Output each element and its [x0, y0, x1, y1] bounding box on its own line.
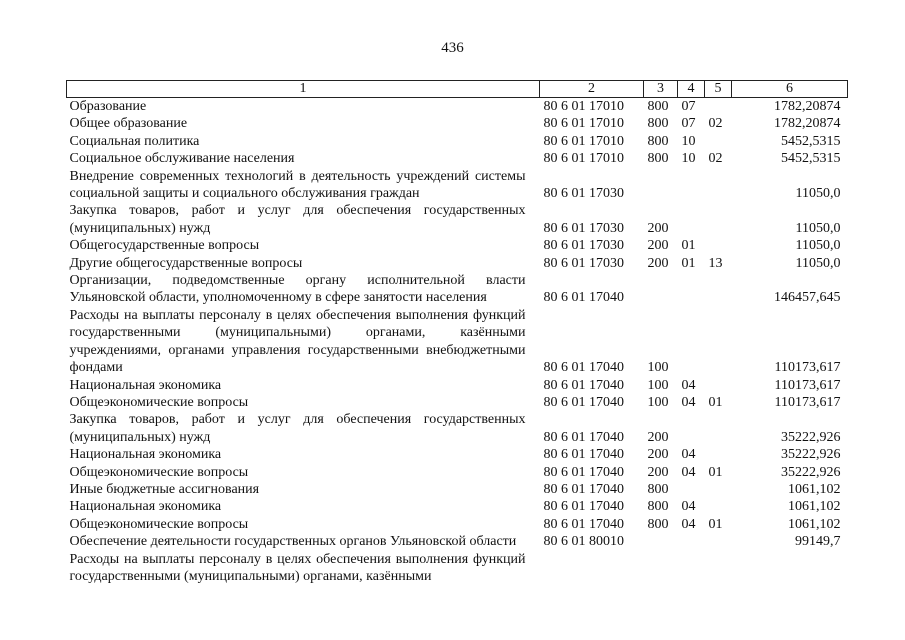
row-amount: 1061,102 — [788, 499, 841, 515]
row-target-code: 80 6 01 17030 — [543, 255, 624, 271]
header-col-4: 4 — [678, 81, 705, 98]
row-name: Закупка товаров, работ и услуг для обеспечения государственных (муниципальных) нужд — [69, 412, 526, 445]
header-col-2: 2 — [540, 81, 644, 98]
row-amount: 1782,20874 — [774, 99, 841, 114]
row-amount: 35222,926 — [781, 429, 841, 445]
row-section — [678, 481, 705, 498]
row-name: Общеэкономические вопросы — [69, 516, 249, 532]
table-row — [67, 98, 848, 116]
row-target-code: 80 6 01 17040 — [543, 290, 624, 306]
row-amount: 11050,0 — [795, 255, 841, 271]
row-amount: 99149,7 — [795, 534, 841, 550]
row-section: 07 — [681, 99, 696, 114]
row-expense-type: 800 — [647, 499, 669, 515]
table-row — [67, 516, 848, 533]
row-amount: 5452,5315 — [781, 133, 841, 149]
row-name: Организации, подведомственные органу исполнительной власти Ульяновской области, уполномоченному в сфере занятости населения — [69, 273, 526, 306]
row-target-code: 80 6 01 17040 — [543, 394, 624, 410]
table-row — [67, 307, 848, 377]
row-amount: 146457,645 — [774, 290, 841, 306]
row-subsection — [705, 551, 732, 586]
row-expense-type: 800 — [647, 481, 669, 497]
row-amount: 11050,0 — [795, 186, 841, 202]
row-target-code: 80 6 01 17010 — [543, 151, 624, 167]
table-row — [67, 377, 848, 394]
row-target-code: 80 6 01 17030 — [543, 238, 624, 254]
table-row — [67, 481, 848, 498]
row-section: 04 — [681, 394, 696, 410]
row-amount: 110173,617 — [774, 394, 841, 410]
table-row — [67, 498, 848, 515]
page-number: 436 — [441, 40, 464, 56]
row-target-code: 80 6 01 17010 — [543, 133, 624, 149]
row-subsection — [705, 446, 732, 463]
row-amount: 5452,5315 — [781, 151, 841, 167]
row-target-code: 80 6 01 17010 — [543, 99, 624, 114]
row-section: 04 — [681, 377, 696, 393]
row-subsection — [705, 307, 732, 377]
row-amount: 110173,617 — [774, 377, 841, 393]
row-target-code: 80 6 01 17040 — [543, 516, 624, 532]
table-body — [67, 98, 848, 586]
row-subsection — [705, 133, 732, 150]
table-row — [67, 411, 848, 446]
table-row — [67, 551, 848, 586]
table-row — [67, 272, 848, 307]
row-name: Расходы на выплаты персоналу в целях обеспечения выполнения функций государственными (муниципальными) органами, казёнными учреждениями, органами управления государственными внебюджетными фондами — [69, 307, 526, 376]
row-amount: 35222,926 — [781, 464, 841, 480]
row-subsection — [705, 533, 732, 550]
row-name: Национальная экономика — [69, 447, 222, 463]
row-target-code: 80 6 01 17030 — [543, 186, 624, 202]
row-amount: 11050,0 — [795, 238, 841, 254]
row-expense-type: 200 — [647, 238, 669, 254]
table-row — [67, 255, 848, 272]
table-header — [67, 81, 848, 98]
row-subsection — [705, 498, 732, 515]
row-target-code: 80 6 01 17030 — [543, 220, 624, 236]
row-expense-type: 800 — [647, 99, 669, 114]
row-section: 04 — [681, 499, 696, 515]
row-name: Социальная политика — [69, 133, 200, 149]
row-expense-type: 800 — [647, 516, 669, 532]
row-amount: 11050,0 — [795, 220, 841, 236]
row-subsection: 01 — [708, 516, 723, 532]
row-subsection — [705, 481, 732, 498]
row-expense-type: 200 — [647, 447, 669, 463]
row-subsection: 01 — [708, 464, 723, 480]
row-target-code — [540, 551, 644, 586]
row-name: Другие общегосударственные вопросы — [69, 255, 303, 271]
table-row — [67, 394, 848, 411]
table-row — [67, 115, 848, 132]
row-name: Закупка товаров, работ и услуг для обеспечения государственных (муниципальных) нужд — [69, 203, 526, 236]
row-section — [678, 307, 705, 377]
row-expense-type: 100 — [647, 360, 669, 376]
table-row — [67, 533, 848, 550]
row-section: 04 — [681, 464, 696, 480]
row-amount: 110173,617 — [774, 360, 841, 376]
row-target-code: 80 6 01 17040 — [543, 377, 624, 393]
row-expense-type: 200 — [647, 464, 669, 480]
row-subsection — [705, 98, 732, 116]
header-col-5: 5 — [705, 81, 732, 98]
row-subsection — [705, 272, 732, 307]
row-section — [678, 533, 705, 550]
row-name: Социальное обслуживание населения — [69, 151, 295, 167]
row-name: Образование — [69, 99, 147, 114]
row-target-code: 80 6 01 80010 — [543, 534, 624, 550]
row-subsection — [705, 202, 732, 237]
row-subsection — [705, 411, 732, 446]
row-section: 04 — [681, 516, 696, 532]
row-subsection: 02 — [708, 151, 723, 167]
row-subsection: 01 — [708, 394, 723, 410]
row-expense-type — [644, 272, 678, 307]
row-amount: 1782,20874 — [774, 116, 841, 132]
table-row — [67, 446, 848, 463]
row-name: Национальная экономика — [69, 377, 222, 393]
row-section — [678, 272, 705, 307]
row-section: 07 — [681, 116, 696, 132]
table-row — [67, 133, 848, 150]
row-subsection — [705, 237, 732, 254]
budget-table — [66, 80, 848, 585]
row-section: 10 — [681, 133, 696, 149]
row-section — [678, 551, 705, 586]
row-expense-type: 800 — [647, 133, 669, 149]
row-subsection: 13 — [708, 255, 723, 271]
row-name: Иные бюджетные ассигнования — [69, 481, 260, 497]
row-expense-type: 200 — [647, 429, 669, 445]
row-section: 10 — [681, 151, 696, 167]
row-target-code: 80 6 01 17040 — [543, 464, 624, 480]
header-col-3: 3 — [644, 81, 678, 98]
row-subsection — [705, 377, 732, 394]
header-col-1: 1 — [67, 81, 540, 98]
table-row — [67, 150, 848, 167]
row-name: Общеэкономические вопросы — [69, 394, 249, 410]
row-target-code: 80 6 01 17040 — [543, 447, 624, 463]
row-expense-type — [644, 168, 678, 203]
row-expense-type — [644, 551, 678, 586]
row-name: Национальная экономика — [69, 499, 222, 515]
row-subsection — [705, 168, 732, 203]
row-subsection: 02 — [708, 116, 723, 132]
table-row — [67, 464, 848, 481]
row-amount: 1061,102 — [788, 516, 841, 532]
row-expense-type: 100 — [647, 394, 669, 410]
header-col-6: 6 — [732, 81, 848, 98]
row-target-code: 80 6 01 17040 — [543, 360, 624, 376]
row-name: Общеэкономические вопросы — [69, 464, 249, 480]
row-section — [678, 202, 705, 237]
row-section — [678, 411, 705, 446]
row-section: 01 — [681, 255, 696, 271]
row-target-code: 80 6 01 17040 — [543, 499, 624, 515]
table-row — [67, 237, 848, 254]
header-row — [67, 81, 848, 98]
row-section: 01 — [681, 238, 696, 254]
row-name: Обеспечение деятельности государственных органов Ульяновской области — [69, 534, 517, 550]
row-expense-type: 800 — [647, 151, 669, 167]
row-name: Внедрение современных технологий в деятельность учреждений системы социальной защиты и социального обслуживания граждан — [69, 168, 526, 202]
row-amount: 1061,102 — [788, 481, 841, 497]
row-amount — [732, 551, 848, 586]
row-section: 04 — [681, 447, 696, 463]
row-expense-type: 100 — [647, 377, 669, 393]
row-expense-type: 800 — [647, 116, 669, 132]
row-name: Общее образование — [69, 116, 188, 132]
row-expense-type: 200 — [647, 220, 669, 236]
row-expense-type — [644, 533, 678, 550]
row-expense-type: 200 — [647, 255, 669, 271]
row-target-code: 80 6 01 17040 — [543, 429, 624, 445]
row-name: Расходы на выплаты персоналу в целях обеспечения выполнения функций государственными (муниципальными) органами, казёнными — [69, 551, 526, 584]
table-row — [67, 168, 848, 203]
row-name: Общегосударственные вопросы — [69, 238, 260, 254]
row-target-code: 80 6 01 17040 — [543, 481, 624, 497]
row-amount: 35222,926 — [781, 447, 841, 463]
row-section — [678, 168, 705, 203]
table-row — [67, 202, 848, 237]
row-target-code: 80 6 01 17010 — [543, 116, 624, 132]
